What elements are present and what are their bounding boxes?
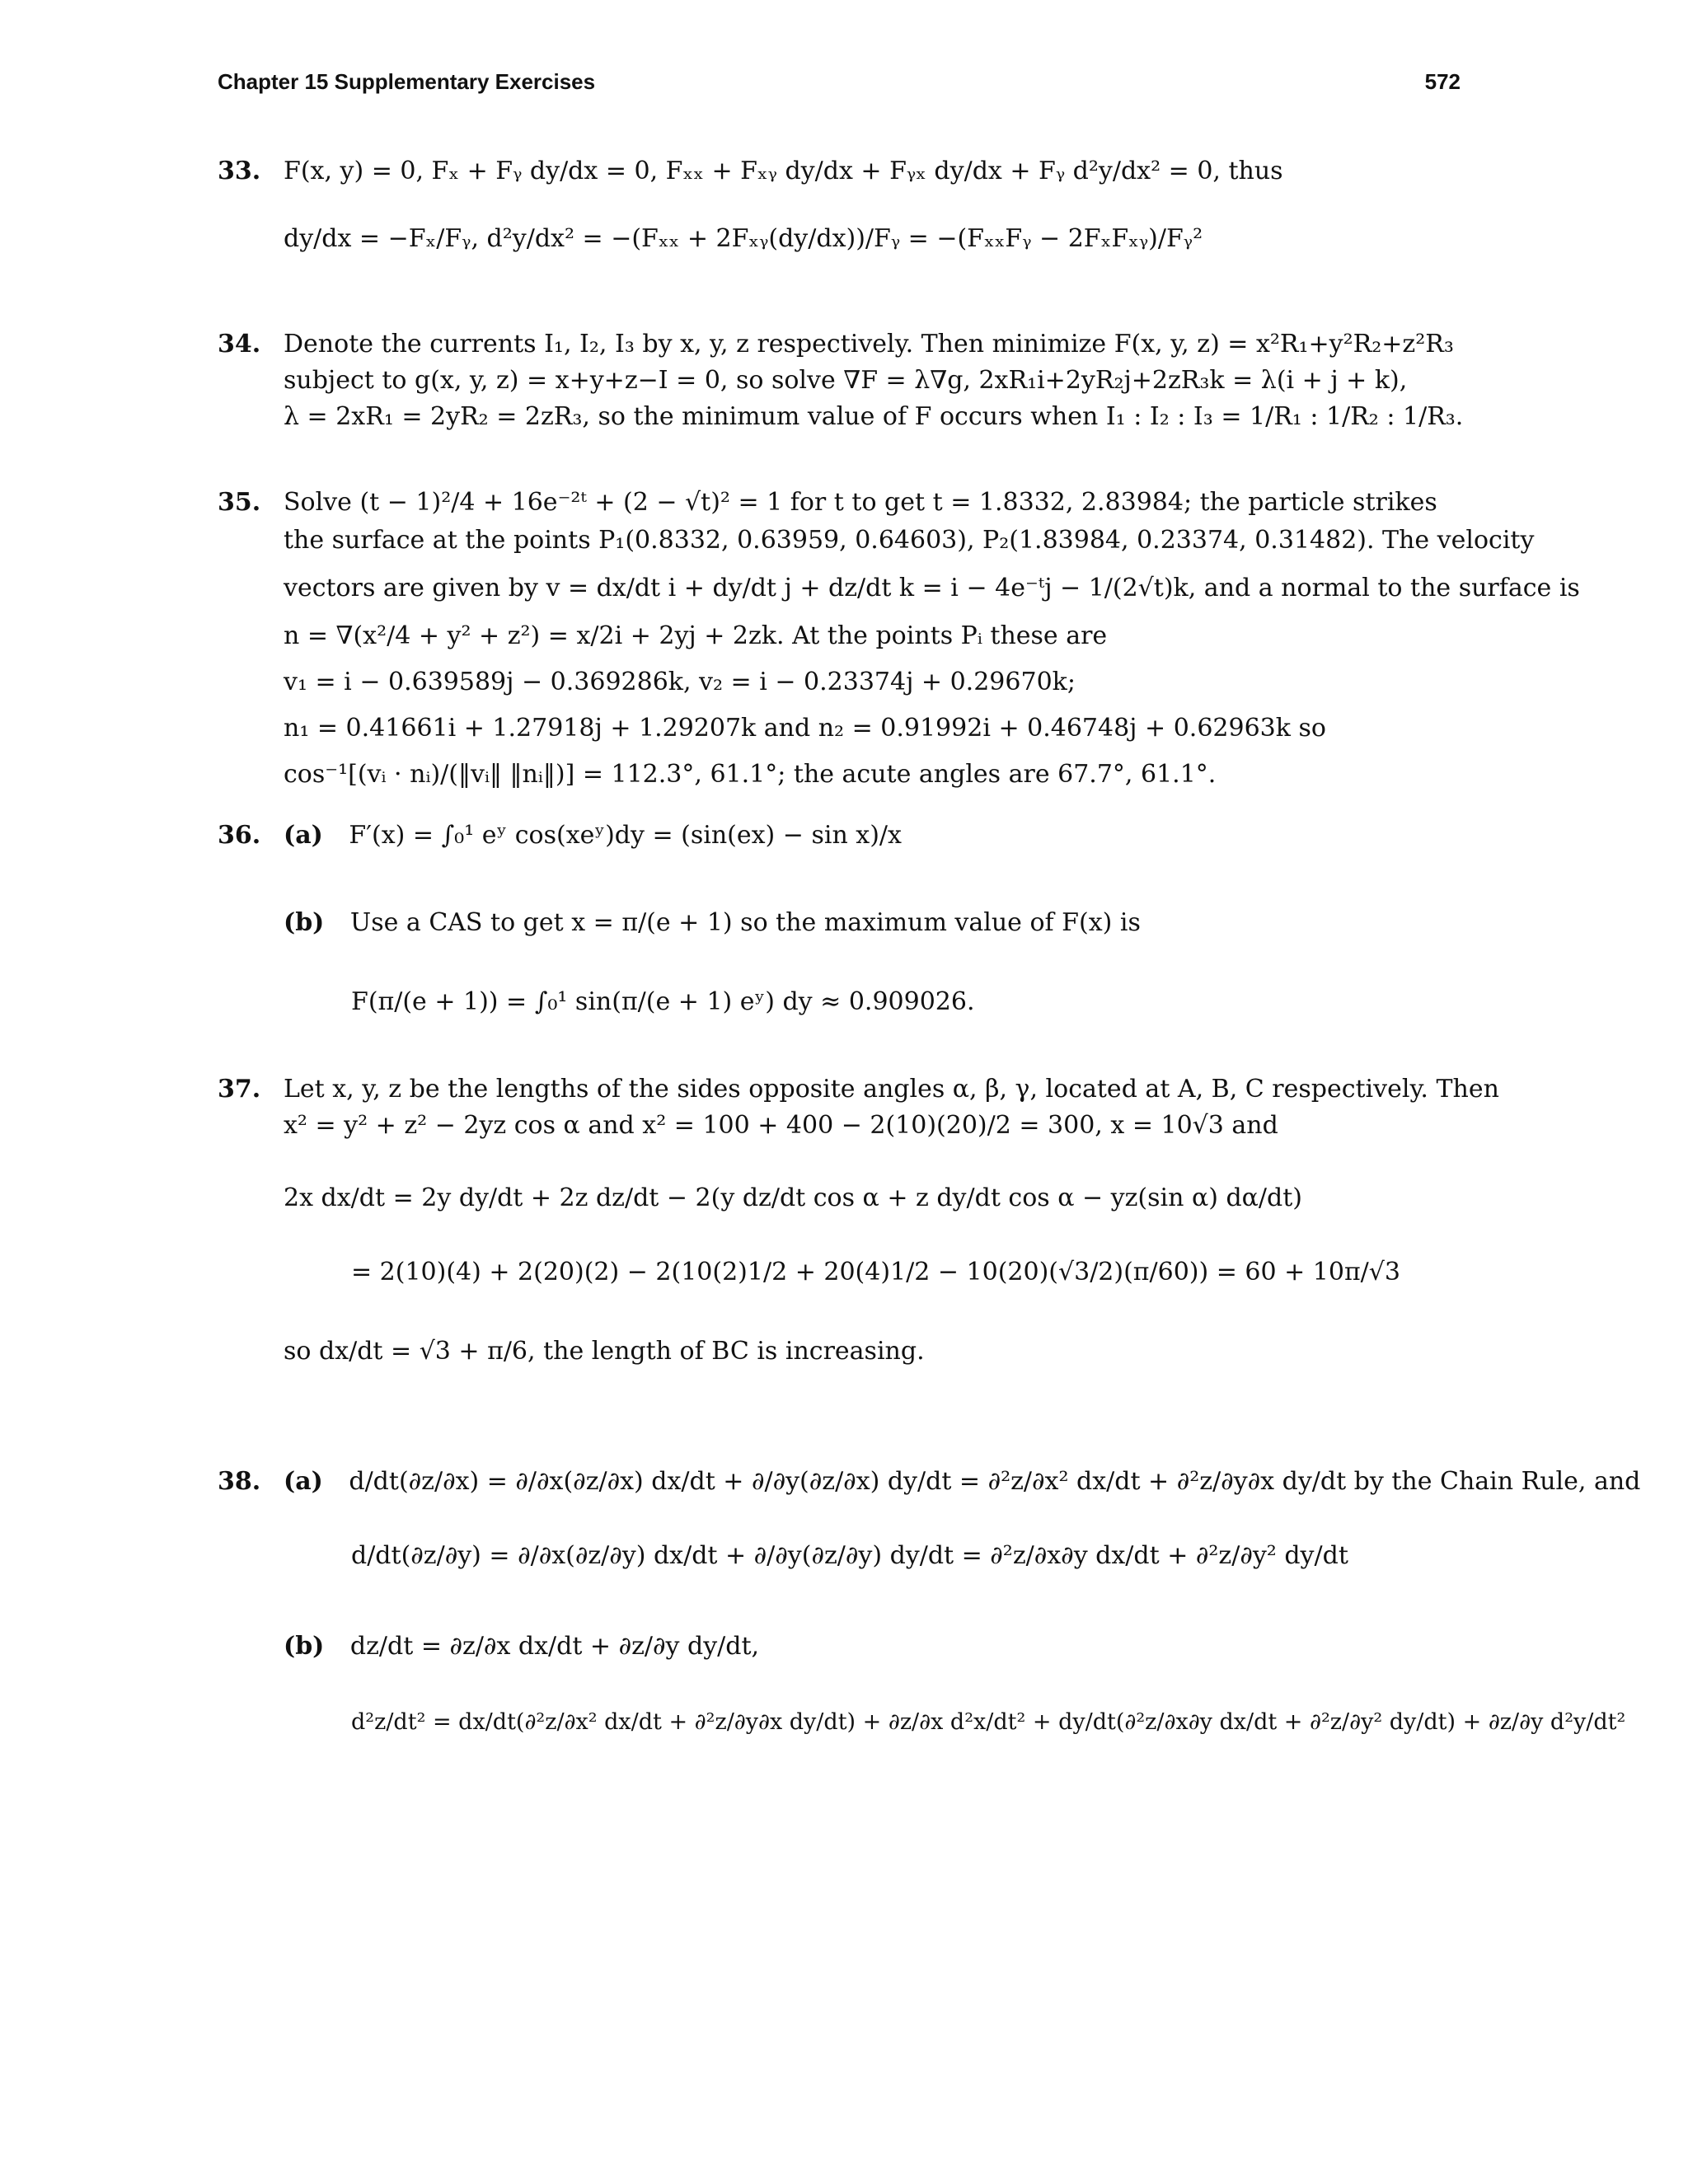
- exercise-36: [218, 818, 1462, 1020]
- exercise-line: subject to g(x, y, z) = x+y+z−I = 0, so solve ∇F = λ∇g, 2xR₁i+2yR₂j+2zR₃k = λ(i + j + k),: [284, 366, 1408, 395]
- exercise-line: x² = y² + z² − 2yz cos α and x² = 100 + 400 − 2(10)(20)/2 = 300, x = 10√3 and: [284, 1111, 1278, 1140]
- exercise-line: v₁ = i − 0.639589j − 0.369286k, v₂ = i − 0.23374j + 0.29670k;: [284, 668, 1076, 696]
- exercise-number: 38.: [218, 1467, 261, 1496]
- exercise-number: 35.: [218, 488, 261, 517]
- exercise-38: [218, 1464, 1641, 1741]
- exercise-line: λ = 2xR₁ = 2yR₂ = 2zR₃, so the minimum value of F occurs when I₁ : I₂ : I₃ = 1/R₁ : 1/R₂ : 1/R₃.: [284, 402, 1464, 431]
- exercise-line: = 2(10)(4) + 2(20)(2) − 2(10(2)1/2 + 20(4)1/2 − 10(20)(√3/2)(π/60)) = 60 + 10π/√3: [351, 1258, 1400, 1286]
- exercise-number: 34.: [218, 330, 261, 359]
- exercise-line: d/dt(∂z/∂y) = ∂/∂x(∂z/∂y) dx/dt + ∂/∂y(∂z/∂y) dy/dt = ∂²z/∂x∂y dx/dt + ∂²z/∂y² dy/dt: [351, 1541, 1348, 1570]
- exercise-line: dz/dt = ∂z/∂x dx/dt + ∂z/∂y dy/dt,: [349, 1632, 760, 1661]
- exercise-line: Denote the currents I₁, I₂, I₃ by x, y, z respectively. Then minimize F(x, y, z) = x²R₁+y²R₂+z²R₃: [284, 330, 1454, 359]
- chapter-title: Chapter 15 Supplementary Exercises: [218, 69, 596, 94]
- exercise-number: 36.: [218, 821, 261, 850]
- exercise-37: [218, 1071, 1499, 1370]
- exercise-line: F(π/(e + 1)) = ∫₀¹ sin(π/(e + 1) eʸ) dy ≈ 0.909026.: [351, 987, 975, 1016]
- exercise-part-b: [284, 1629, 1462, 1665]
- exercise-line: cos⁻¹[(vᵢ · nᵢ)/(‖vᵢ‖ ‖nᵢ‖)] = 112.3°, 61.1°; the acute angles are 67.7°, 61.1°.: [284, 760, 1217, 789]
- exercise-line: n = ∇(x²/4 + y² + z²) = x/2i + 2yj + 2zk. At the points Pᵢ these are: [284, 621, 1108, 650]
- exercise-line: F′(x) = ∫₀¹ eʸ cos(xeʸ)dy = (sin(ex) − sin x)/x: [349, 821, 902, 850]
- exercise-line: the surface at the points P₁(0.8332, 0.63959, 0.64603), P₂(1.83984, 0.23374, 0.31482). The velocity: [284, 526, 1535, 555]
- exercise-line: vectors are given by v = dx/dt i + dy/dt j + dz/dt k = i − 4e⁻ᵗj − 1/(2√t)k, and a normal to the surface is: [284, 574, 1580, 602]
- exercise-line: Use a CAS to get x = π/(e + 1) so the maximum value of F(x) is: [349, 908, 1141, 937]
- exercise-part-b: [284, 905, 1462, 941]
- exercise-line: dy/dx = −Fₓ/Fᵧ, d²y/dx² = −(Fₓₓ + 2Fₓᵧ(dy/dx))/Fᵧ = −(FₓₓFᵧ − 2FₓFₓᵧ)/Fᵧ²: [284, 224, 1203, 253]
- part-label: (a): [284, 1467, 323, 1496]
- exercise-line: 2x dx/dt = 2y dy/dt + 2z dz/dt − 2(y dz/dt cos α + z dy/dt cos α − yz(sin α) dα/dt): [284, 1183, 1303, 1212]
- exercise-part-a: [284, 818, 1462, 854]
- exercise-line: so dx/dt = √3 + π/6, the length of BC is increasing.: [284, 1337, 925, 1366]
- exercise-number: 33.: [218, 157, 261, 185]
- exercise-line: F(x, y) = 0, Fₓ + Fᵧ dy/dx = 0, Fₓₓ + Fₓᵧ dy/dx + Fᵧₓ dy/dx + Fᵧ d²y/dx² = 0, thus: [284, 157, 1283, 185]
- exercise-line: Solve (t − 1)²/4 + 16e⁻²ᵗ + (2 − √t)² = 1 for t to get t = 1.8332, 2.83984; the particle strikes: [284, 488, 1437, 517]
- exercise-part-a: [284, 1464, 1641, 1500]
- part-label: (a): [284, 821, 323, 850]
- part-label: (b): [284, 1632, 325, 1661]
- exercise-35: [218, 485, 1580, 793]
- part-label: (b): [284, 908, 325, 937]
- exercise-line: n₁ = 0.41661i + 1.27918j + 1.29207k and n₂ = 0.91992i + 0.46748j + 0.62963k so: [284, 714, 1326, 743]
- exercise-line: Let x, y, z be the lengths of the sides opposite angles α, β, γ, located at A, B, C respectively. Then: [284, 1075, 1499, 1104]
- exercise-number: 37.: [218, 1075, 261, 1104]
- exercise-line: d²z/dt² = dx/dt(∂²z/∂x² dx/dt + ∂²z/∂y∂x dy/dt) + ∂z/∂x d²x/dt² + dy/dt(∂²z/∂x∂y dx/dt + ∂²z/∂y² dy/dt) + ∂z/∂y d²y/dt²: [351, 1709, 1626, 1735]
- exercise-34: [218, 326, 1462, 435]
- exercise-line: d/dt(∂z/∂x) = ∂/∂x(∂z/∂x) dx/dt + ∂/∂y(∂z/∂x) dy/dt = ∂²z/∂x² dx/dt + ∂²z/∂y∂x dy/dt by the Chain Rule, and: [349, 1467, 1641, 1496]
- page-number: 572: [1424, 69, 1461, 94]
- exercise-33: [218, 153, 1462, 257]
